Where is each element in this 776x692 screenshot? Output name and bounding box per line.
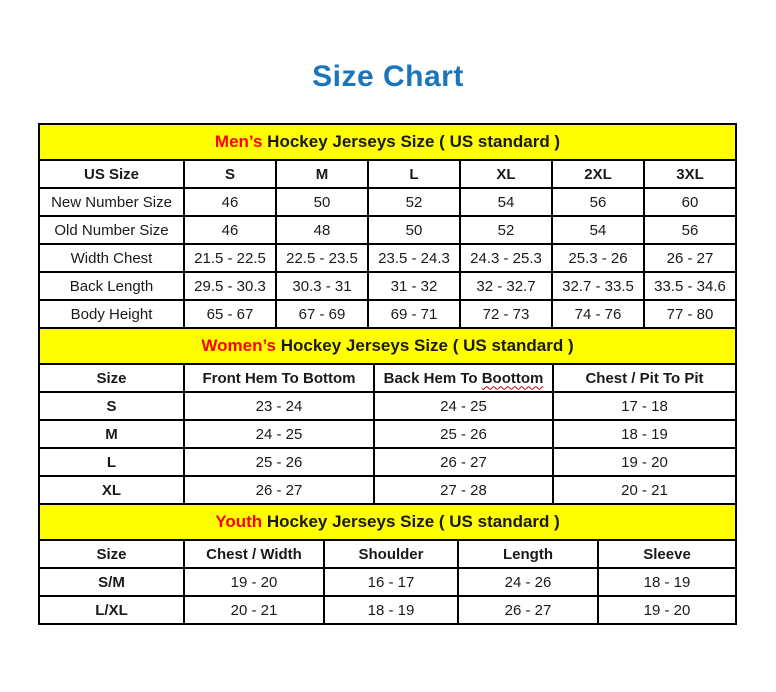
mens-banner-highlight: Men’s (214, 132, 263, 151)
value-cell: 67 - 69 (276, 300, 368, 328)
column-header-cell: M (276, 160, 368, 188)
row-label-cell: S/M (39, 568, 184, 596)
column-header-cell: Chest / Pit To Pit (553, 364, 736, 392)
column-header-cell: Sleeve (598, 540, 736, 568)
row-label-cell: M (39, 420, 184, 448)
column-header-cell: Size (39, 540, 184, 568)
table-row (39, 244, 736, 272)
page-title: Size Chart (312, 60, 464, 93)
row-label-cell: New Number Size (39, 188, 184, 216)
table-row (39, 448, 736, 476)
value-cell: 26 - 27 (644, 244, 736, 272)
value-cell: 72 - 73 (460, 300, 552, 328)
value-cell: 25 - 26 (374, 420, 553, 448)
youth-banner-row (39, 504, 736, 540)
misspelled-word: Boottom (481, 369, 544, 387)
mens-size-table (38, 123, 737, 329)
value-cell: 77 - 80 (644, 300, 736, 328)
row-label-cell: Width Chest (39, 244, 184, 272)
table-row (39, 188, 736, 216)
value-cell: 29.5 - 30.3 (184, 272, 276, 300)
value-cell: 18 - 19 (324, 596, 458, 624)
row-label-cell: L/XL (39, 596, 184, 624)
value-cell: 26 - 27 (374, 448, 553, 476)
value-cell: 30.3 - 31 (276, 272, 368, 300)
value-cell: 26 - 27 (184, 476, 374, 504)
table-row (39, 392, 736, 420)
column-header-cell: Chest / Width (184, 540, 324, 568)
value-cell: 46 (184, 188, 276, 216)
value-cell: 48 (276, 216, 368, 244)
value-cell: 19 - 20 (184, 568, 324, 596)
value-cell: 52 (460, 216, 552, 244)
value-cell: 27 - 28 (374, 476, 553, 504)
value-cell: 50 (368, 216, 460, 244)
row-label-cell: XL (39, 476, 184, 504)
table-row (39, 568, 736, 596)
mens-section-banner (39, 124, 736, 160)
table-row (39, 272, 736, 300)
column-header-cell: 2XL (552, 160, 644, 188)
value-cell: 17 - 18 (553, 392, 736, 420)
value-cell: 25.3 - 26 (552, 244, 644, 272)
column-header-cell: S (184, 160, 276, 188)
value-cell: 22.5 - 23.5 (276, 244, 368, 272)
value-cell: 20 - 21 (184, 596, 324, 624)
value-cell: 74 - 76 (552, 300, 644, 328)
value-cell: 56 (552, 188, 644, 216)
row-label-cell: Back Length (39, 272, 184, 300)
value-cell: 19 - 20 (553, 448, 736, 476)
mens-banner-text: Hockey Jerseys Size ( US standard ) (262, 132, 561, 151)
value-cell: 18 - 19 (598, 568, 736, 596)
value-cell: 24.3 - 25.3 (460, 244, 552, 272)
value-cell: 46 (184, 216, 276, 244)
row-label-cell: Body Height (39, 300, 184, 328)
value-cell: 24 - 25 (184, 420, 374, 448)
value-cell: 33.5 - 34.6 (644, 272, 736, 300)
value-cell: 56 (644, 216, 736, 244)
value-cell: 24 - 26 (458, 568, 598, 596)
column-header-cell: L (368, 160, 460, 188)
column-header-cell: XL (460, 160, 552, 188)
womens-banner-row (39, 328, 736, 364)
table-row (39, 300, 736, 328)
womens-header-row (39, 364, 736, 392)
table-row (39, 420, 736, 448)
value-cell: 32.7 - 33.5 (552, 272, 644, 300)
row-label-cell: L (39, 448, 184, 476)
column-header-cell: Size (39, 364, 184, 392)
value-cell: 16 - 17 (324, 568, 458, 596)
value-cell: 20 - 21 (553, 476, 736, 504)
table-row (39, 476, 736, 504)
value-cell: 60 (644, 188, 736, 216)
youth-section-banner (39, 504, 736, 540)
value-cell: 54 (552, 216, 644, 244)
youth-banner-highlight: Youth (215, 512, 263, 531)
column-header-cell: Front Hem To Bottom (184, 364, 374, 392)
column-header-cell: US Size (39, 160, 184, 188)
youth-header-row (39, 540, 736, 568)
column-header-cell (374, 364, 553, 392)
mens-header-row (39, 160, 736, 188)
value-cell: 19 - 20 (598, 596, 736, 624)
value-cell: 18 - 19 (553, 420, 736, 448)
column-header-cell: 3XL (644, 160, 736, 188)
table-row (39, 596, 736, 624)
table-row (39, 216, 736, 244)
value-cell: 23.5 - 24.3 (368, 244, 460, 272)
value-cell: 69 - 71 (368, 300, 460, 328)
value-cell: 54 (460, 188, 552, 216)
row-label-cell: S (39, 392, 184, 420)
value-cell: 21.5 - 22.5 (184, 244, 276, 272)
value-cell: 52 (368, 188, 460, 216)
column-header-cell: Length (458, 540, 598, 568)
column-header-cell: Shoulder (324, 540, 458, 568)
youth-size-table (38, 503, 737, 625)
womens-banner-highlight: Women’s (201, 336, 276, 355)
womens-section-banner (39, 328, 736, 364)
value-cell: 65 - 67 (184, 300, 276, 328)
value-cell: 25 - 26 (184, 448, 374, 476)
value-cell: 23 - 24 (184, 392, 374, 420)
column-header-text: Back Hem To (383, 369, 482, 387)
value-cell: 31 - 32 (368, 272, 460, 300)
womens-size-table (38, 327, 737, 505)
youth-banner-text: Hockey Jerseys Size ( US standard ) (262, 512, 560, 531)
mens-banner-row (39, 124, 736, 160)
womens-banner-text: Hockey Jerseys Size ( US standard ) (276, 336, 574, 355)
value-cell: 50 (276, 188, 368, 216)
value-cell: 24 - 25 (374, 392, 553, 420)
value-cell: 32 - 32.7 (460, 272, 552, 300)
row-label-cell: Old Number Size (39, 216, 184, 244)
value-cell: 26 - 27 (458, 596, 598, 624)
